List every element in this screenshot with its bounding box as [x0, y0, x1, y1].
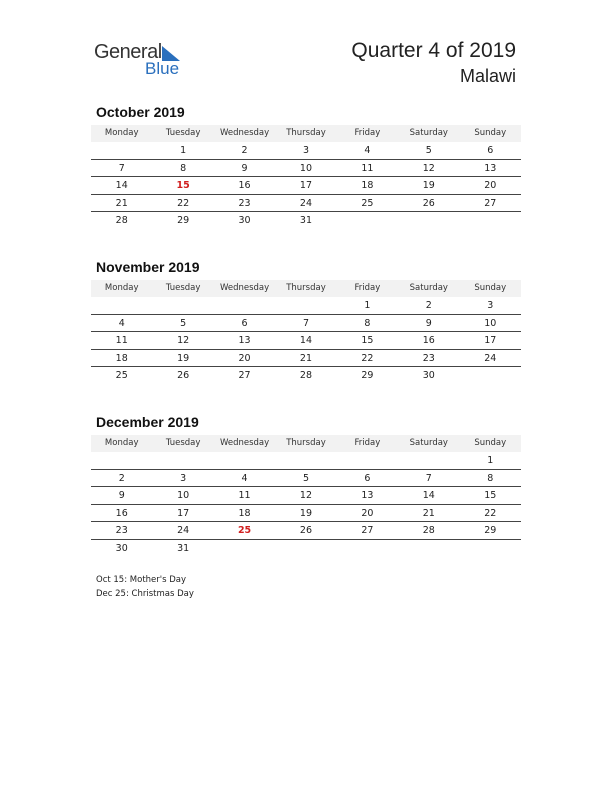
date-cell: 6 [487, 145, 494, 156]
date-cell: 19 [422, 180, 435, 191]
date-cell: 2 [425, 300, 432, 311]
empty-date-cell [275, 452, 336, 469]
date-cell: 13 [361, 490, 374, 501]
weekday-header-row [91, 280, 521, 297]
weekday-label: Friday [354, 283, 381, 293]
date-cell: 2 [118, 472, 125, 484]
date-cell: 10 [177, 490, 190, 501]
holiday-date-cell: 25 [237, 525, 252, 536]
date-cell: 9 [241, 162, 248, 174]
empty-date-cell [337, 540, 398, 558]
date-cell: 28 [422, 525, 435, 536]
date-cell: 21 [115, 197, 128, 209]
empty-date-cell [398, 540, 459, 558]
logo-text-general: General [94, 41, 162, 63]
date-cell: 8 [364, 317, 371, 329]
date-cell: 1 [364, 300, 371, 311]
date-cell: 13 [484, 162, 497, 174]
date-cell: 16 [115, 507, 128, 519]
date-cell: 30 [422, 370, 435, 381]
date-cell: 21 [299, 352, 313, 364]
date-cell: 28 [299, 370, 313, 381]
empty-date-cell [152, 452, 213, 469]
week-row [91, 297, 521, 315]
date-cell: 20 [484, 180, 497, 191]
month-title: November 2019 [96, 259, 200, 275]
generalblue-logo [94, 41, 194, 81]
date-cell: 14 [115, 180, 128, 191]
date-cell: 18 [361, 180, 374, 191]
weekday-label: Tuesday [165, 128, 201, 138]
date-cell: 14 [422, 490, 435, 501]
date-cell: 17 [299, 180, 313, 191]
weekday-label: Saturday [409, 438, 448, 448]
date-cell: 4 [118, 317, 125, 329]
date-cell: 20 [238, 352, 251, 364]
date-cell: 24 [177, 525, 190, 536]
weekday-label: Wednesday [219, 283, 270, 293]
date-cell: 23 [115, 525, 128, 536]
week-row [91, 195, 521, 213]
date-cell: 19 [177, 352, 190, 364]
logo-text-blue: Blue [145, 59, 180, 78]
date-cell: 30 [238, 215, 251, 226]
date-cell: 15 [361, 335, 374, 346]
date-cell: 12 [422, 162, 435, 174]
date-cell: 3 [302, 145, 309, 156]
week-row [91, 332, 521, 350]
weekday-label: Friday [354, 438, 381, 448]
week-row [91, 487, 521, 505]
month-calendar-november [91, 258, 521, 385]
date-cell: 14 [299, 335, 313, 346]
weekday-label: Saturday [409, 128, 448, 138]
date-cell: 23 [422, 352, 435, 364]
empty-date-cell [460, 367, 521, 385]
date-cell: 3 [487, 300, 494, 311]
empty-date-cell [91, 142, 152, 159]
month-title: October 2019 [96, 104, 185, 120]
week-row [91, 315, 521, 333]
date-cell: 15 [484, 490, 497, 501]
empty-date-cell [275, 540, 336, 558]
date-cell: 11 [361, 162, 374, 174]
empty-date-cell [337, 452, 398, 469]
date-cell: 27 [361, 525, 374, 536]
weekday-label: Thursday [286, 438, 326, 448]
date-cell: 18 [115, 352, 128, 364]
date-cell: 23 [238, 197, 251, 209]
date-cell: 17 [177, 507, 190, 519]
empty-date-cell [275, 297, 336, 314]
weekday-label: Sunday [474, 283, 507, 293]
date-cell: 7 [302, 317, 309, 329]
date-cell: 11 [238, 490, 251, 501]
date-cell: 24 [299, 197, 313, 209]
page-title: Quarter 4 of 2019 [351, 39, 516, 62]
date-cell: 7 [425, 472, 432, 484]
weekday-label: Tuesday [165, 283, 201, 293]
date-cell: 4 [364, 145, 371, 156]
date-cell: 4 [241, 472, 248, 484]
weekday-label: Thursday [286, 128, 326, 138]
date-cell: 1 [487, 455, 494, 466]
date-cell: 6 [364, 472, 371, 484]
weekday-label: Thursday [286, 283, 326, 293]
week-row [91, 212, 521, 230]
date-cell: 27 [484, 197, 497, 209]
holiday-note: Dec 25: Christmas Day [96, 589, 194, 599]
date-cell: 16 [422, 335, 435, 346]
weekday-label: Monday [104, 128, 139, 138]
empty-date-cell [398, 452, 459, 469]
date-cell: 22 [361, 352, 374, 364]
weekday-label: Monday [104, 438, 139, 448]
week-row [91, 505, 521, 523]
date-cell: 31 [299, 215, 313, 226]
week-row [91, 522, 521, 540]
country-name: Malawi [459, 66, 516, 86]
date-cell: 28 [115, 215, 128, 226]
date-cell: 5 [302, 472, 309, 484]
date-cell: 7 [118, 162, 125, 174]
date-cell: 5 [180, 317, 187, 329]
holiday-date-cell: 15 [176, 180, 190, 191]
month-calendar-december [91, 413, 521, 557]
date-cell: 11 [115, 335, 128, 346]
date-cell: 29 [484, 525, 497, 536]
week-row [91, 367, 521, 385]
date-cell: 19 [299, 507, 313, 519]
date-cell: 1 [180, 145, 187, 156]
date-cell: 22 [484, 507, 497, 519]
date-cell: 9 [425, 317, 432, 329]
month-calendar-october [91, 103, 521, 230]
weekday-label: Saturday [409, 283, 448, 293]
empty-date-cell [214, 540, 275, 558]
date-cell: 26 [299, 525, 313, 536]
date-cell: 10 [484, 317, 497, 329]
empty-date-cell [460, 212, 521, 230]
date-cell: 16 [238, 180, 251, 191]
month-title: December 2019 [96, 414, 199, 430]
empty-date-cell [91, 452, 152, 469]
weekday-header-row [91, 435, 521, 452]
week-row [91, 160, 521, 178]
weekday-label: Wednesday [219, 128, 270, 138]
weekday-label: Sunday [474, 438, 507, 448]
weekday-label: Tuesday [165, 438, 201, 448]
date-cell: 2 [241, 145, 248, 156]
empty-date-cell [214, 297, 275, 314]
week-row [91, 142, 521, 160]
date-cell: 5 [425, 145, 432, 156]
date-cell: 31 [177, 542, 190, 554]
date-cell: 26 [422, 197, 435, 209]
date-cell: 18 [238, 507, 251, 519]
date-cell: 13 [238, 335, 251, 346]
weekday-label: Wednesday [219, 438, 270, 448]
date-cell: 22 [177, 197, 190, 209]
date-cell: 6 [241, 317, 248, 329]
date-cell: 25 [115, 370, 128, 381]
weekday-label: Monday [104, 283, 139, 293]
date-cell: 9 [118, 490, 125, 501]
week-row [91, 350, 521, 368]
empty-date-cell [460, 540, 521, 558]
date-cell: 12 [177, 335, 190, 346]
date-cell: 17 [484, 335, 497, 346]
weekday-label: Sunday [474, 128, 507, 138]
date-cell: 25 [361, 197, 374, 209]
date-cell: 20 [361, 507, 374, 519]
date-cell: 21 [422, 507, 435, 519]
weekday-label: Friday [354, 128, 381, 138]
date-cell: 10 [299, 162, 313, 174]
empty-date-cell [152, 297, 213, 314]
empty-date-cell [398, 212, 459, 230]
week-row [91, 470, 521, 488]
week-row [91, 177, 521, 195]
date-cell: 24 [484, 352, 497, 364]
week-row [91, 540, 521, 558]
weekday-header-row [91, 125, 521, 142]
empty-date-cell [91, 297, 152, 314]
date-cell: 26 [177, 370, 190, 381]
empty-date-cell [337, 212, 398, 230]
holiday-notes [96, 573, 194, 601]
date-cell: 8 [487, 472, 494, 484]
date-cell: 29 [177, 215, 190, 226]
date-cell: 29 [361, 370, 374, 381]
date-cell: 8 [180, 162, 187, 174]
date-cell: 12 [299, 490, 313, 501]
holiday-note: Oct 15: Mother's Day [96, 575, 187, 585]
date-cell: 30 [115, 542, 128, 554]
date-cell: 3 [180, 472, 187, 484]
empty-date-cell [214, 452, 275, 469]
week-row [91, 452, 521, 470]
date-cell: 27 [238, 370, 251, 381]
